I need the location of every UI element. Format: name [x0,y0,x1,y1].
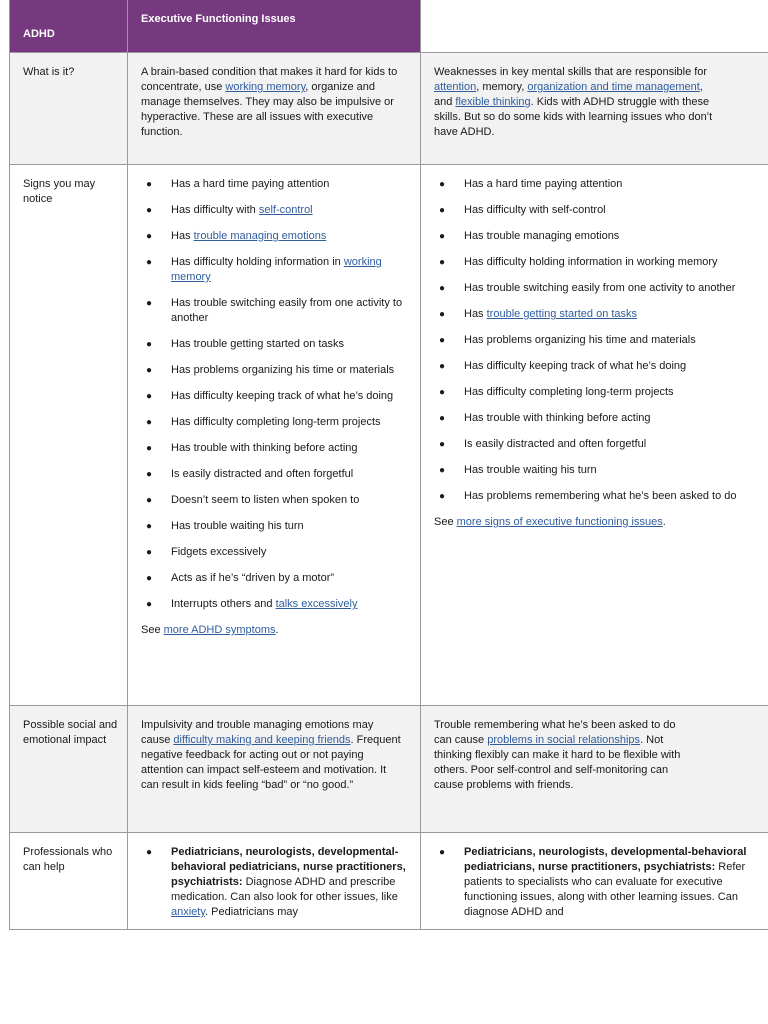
pros-adhd-cell [128,833,421,929]
list-item [141,363,407,378]
list-item [434,307,768,322]
list-item [434,333,768,348]
row-label-professionals: Professionals who can help [9,833,128,929]
text: A brain-based condition that makes it hard for kids to concentrate, use [141,66,398,93]
list-item [434,255,768,270]
comparison-table [9,0,768,930]
organization-time-management-link[interactable]: organization and time management [527,81,700,93]
bullet: ● [146,298,153,309]
text: See [141,624,164,636]
bullet: ● [146,205,153,216]
list-item [141,467,407,482]
list-item-text: Has trouble switching easily from one activity to another [464,282,736,294]
list-item [434,463,768,478]
list-item [141,845,407,920]
list-item-text: Acts as if he’s “driven by a motor” [171,572,335,584]
bullet: ● [439,361,446,372]
list-item-text: Has trouble switching easily from one activity to another [171,297,403,324]
text: Trouble remembering what he’s been asked to do can cause [434,719,676,746]
list-item [141,493,407,508]
bullet: ● [439,231,446,242]
list-item-text: Has a hard time paying attention [464,178,623,190]
bullet: ● [439,465,446,476]
text: . [662,516,666,528]
list-item-text: Has problems organizing his time and materials [464,334,696,346]
list-item [434,203,768,218]
social-relationships-link[interactable]: problems in social relationships [487,734,641,746]
list-item-text: Has [171,230,194,242]
efi-signs-list [434,177,768,504]
list-item-link[interactable]: trouble getting started on tasks [486,308,638,320]
bullet: ● [146,339,153,350]
text: Refer patients to specialists who can evaluate for executive functioning issues, along with other learning issues. Can diagnose ADHD and [464,861,746,918]
text: , memory, [476,81,528,93]
list-item [434,437,768,452]
pros-efi-cell [421,833,768,929]
list-item-link[interactable]: trouble managing emotions [193,230,327,242]
difficulty-friends-link[interactable]: difficulty making and keeping friends [173,734,351,746]
signs-adhd-cell [128,165,421,705]
bullet: ● [439,491,446,502]
anxiety-link[interactable]: anxiety [171,906,206,918]
more-signs-efi-link[interactable]: more signs of executive functioning issues [456,516,663,528]
bullet: ● [146,547,153,558]
list-item-text: Doesn’t seem to listen when spoken to [171,494,360,506]
bullet: ● [439,205,446,216]
list-item-text: Has difficulty with [171,204,259,216]
list-item-text: Has trouble managing emotions [464,230,620,242]
header-adhd: ADHD [9,0,128,53]
text: . Kids with ADHD struggle with these skills. But so do some kids with learning issues who don’t have ADHD. [434,96,713,138]
list-item [141,519,407,534]
bullet: ● [439,179,446,190]
list-item-text: Has trouble waiting his turn [464,464,597,476]
list-item-text: Has a hard time paying attention [171,178,330,190]
what-efi-cell [421,53,768,164]
row-label-social-impact: Possible social and emotional impact [9,706,128,832]
text: Weaknesses in key mental skills that are responsible for [434,66,708,78]
table-row-professionals [9,833,768,930]
table-header-row [9,0,768,53]
list-item [434,411,768,426]
bullet: ● [439,387,446,398]
table-row-what-is-it [9,53,768,165]
bullet: ● [439,335,446,346]
list-item [141,571,407,586]
bullet: ● [146,469,153,480]
list-item-text: Interrupts others and [171,598,276,610]
bullet: ● [146,179,153,190]
list-item [141,389,407,404]
list-item [141,177,407,192]
list-item [141,597,407,612]
list-item-text: Has trouble getting started on tasks [171,338,345,350]
list-item [141,255,407,285]
list-item [141,545,407,560]
bullet: ● [146,417,153,428]
bullet: ● [146,257,153,268]
more-adhd-symptoms-link[interactable]: more ADHD symptoms [163,624,276,636]
table-row-signs [9,165,768,706]
bullet: ● [439,283,446,294]
adhd-signs-list [141,177,408,612]
list-item-text: Has difficulty holding information in working memory [464,256,718,268]
list-item [141,415,407,430]
list-item-text: Has difficulty completing long-term projects [171,416,381,428]
list-item [141,229,407,244]
bullet: ● [146,495,153,506]
list-item-link[interactable]: self-control [258,204,313,216]
text: Pediatricians, neurologists, developmental-behavioral pediatricians, nurse practitioners, psychiatrists: [171,846,406,888]
list-item-text: Has problems remembering what he’s been asked to do [464,490,737,502]
list-item [141,296,407,326]
see-more-efi [434,515,754,530]
text: Pediatricians, neurologists, developmental-behavioral pediatricians, nurse practitioners, psychiatrists: [464,846,747,873]
list-item-text: Is easily distracted and often forgetful [464,438,647,450]
bullet: ● [439,309,446,320]
attention-link[interactable]: attention [434,81,477,93]
list-item [434,385,768,400]
bullet: ● [439,413,446,424]
list-item-text: Has difficulty keeping track of what he’s doing [171,390,394,402]
list-item [434,281,768,296]
list-item-text: Has trouble waiting his turn [171,520,304,532]
bullet: ● [146,573,153,584]
text: . Frequent negative feedback for acting out or not paying attention can impact self-esteem and motivation. It can result in kids feeling “bad” or “no good.” [141,734,401,791]
list-item-text: Fidgets excessively [171,546,267,558]
text: . Pediatricians may [205,906,298,918]
text: Impulsivity and trouble managing emotions may cause [141,719,374,746]
list-item-text: Has trouble with thinking before acting [464,412,651,424]
list-item-text: Has [464,308,487,320]
table-row-social-impact [9,706,768,833]
row-label-what-is-it: What is it? [9,53,128,164]
bullet: ● [146,443,153,454]
bullet: ● [146,521,153,532]
flexible-thinking-link[interactable]: flexible thinking [455,96,531,108]
text: , organize and manage themselves. They may also be impulsive or hyperactive. These are all issues with executive function. [141,81,394,138]
bullet: ● [146,847,153,858]
bullet: ● [146,365,153,376]
bullet: ● [146,231,153,242]
text: See [434,516,457,528]
working-memory-link[interactable]: working memory [225,81,306,93]
list-item-text: Has difficulty holding information in [171,256,344,268]
list-item-text: Has trouble with thinking before acting [171,442,358,454]
list-item [434,845,754,920]
bullet: ● [439,439,446,450]
list-item [434,359,768,374]
list-item-text: Is easily distracted and often forgetful [171,468,354,480]
bullet: ● [146,599,153,610]
list-item [141,441,407,456]
text: , and [434,81,703,108]
row-label-signs: Signs you may notice [9,165,128,705]
text: Diagnose ADHD and prescribe medication. Can also look for other issues, like [171,876,398,903]
text: . Not thinking flexibly can make it hard to be flexible with others. Poor self-control and self-monitoring can cause problems with friends. [434,734,681,791]
list-item [141,337,407,352]
list-item-link[interactable]: talks excessively [275,598,358,610]
list-item-text: Has difficulty with self-control [464,204,606,216]
signs-efi-cell [421,165,768,705]
see-more-adhd [141,623,403,638]
bullet: ● [439,847,446,858]
list-item-text: Has difficulty completing long-term projects [464,386,674,398]
list-item-text: Has problems organizing his time or materials [171,364,395,376]
header-executive-functioning: Executive Functioning Issues [128,0,421,53]
what-adhd-cell [128,53,421,164]
list-item [434,229,768,244]
list-item-text: Has difficulty keeping track of what he’s doing [464,360,687,372]
social-efi-cell [421,706,768,832]
social-adhd-cell [128,706,421,832]
bullet: ● [439,257,446,268]
text: . [275,624,279,636]
bullet: ● [146,391,153,402]
list-item [141,203,407,218]
header-empty [421,0,768,53]
list-item [434,177,768,192]
list-item-link[interactable]: working memory [171,256,382,283]
list-item [434,489,768,504]
